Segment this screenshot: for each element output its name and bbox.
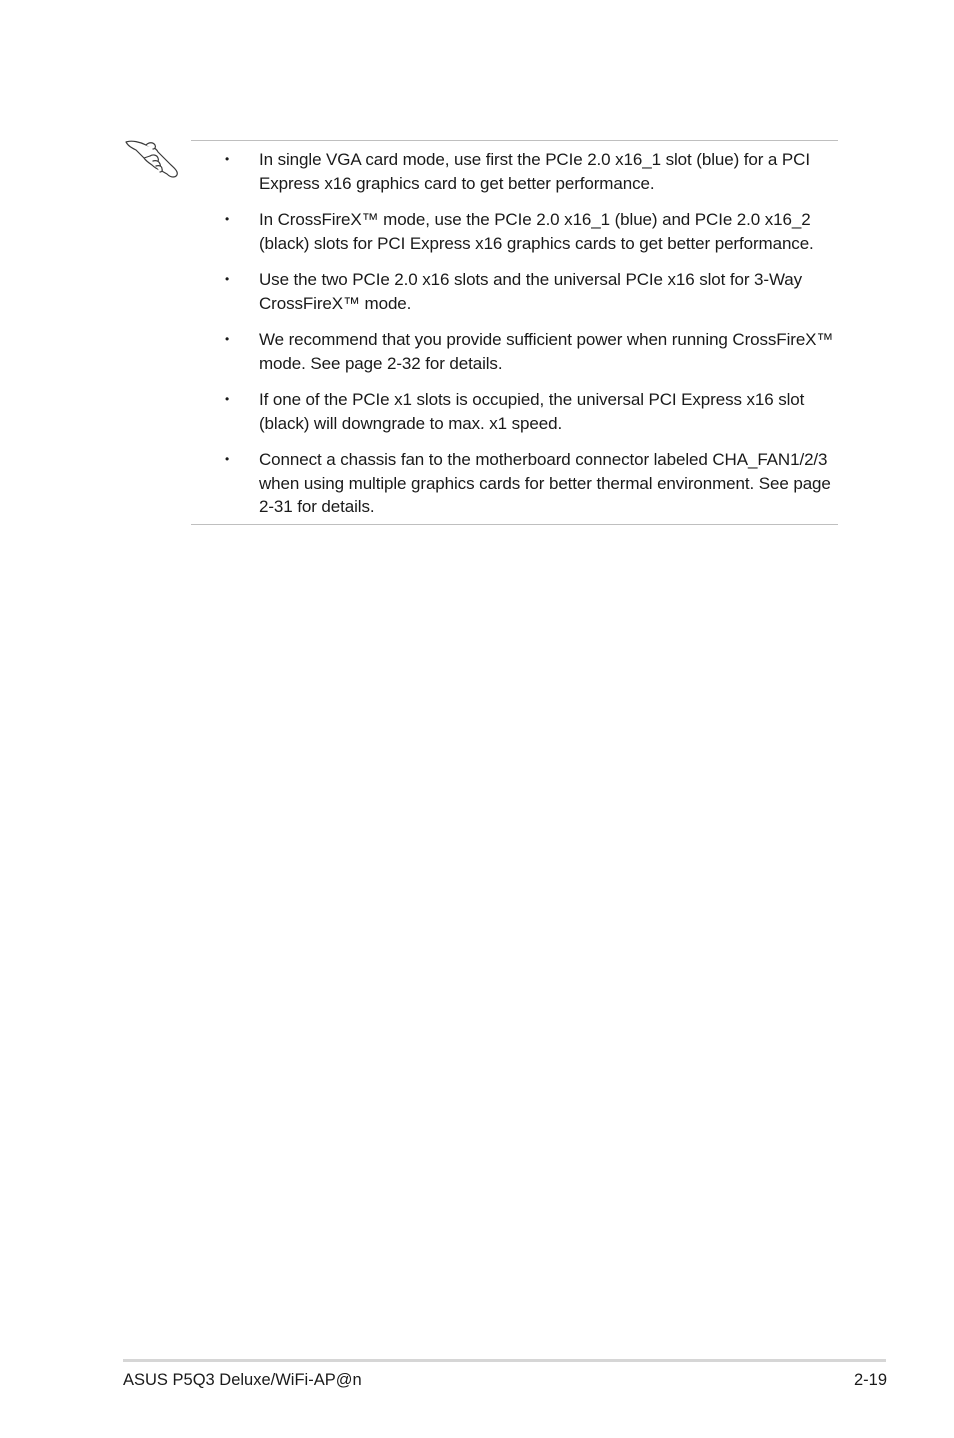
list-item: [191, 268, 838, 315]
note-box: [191, 140, 838, 525]
bullet-icon: •: [225, 212, 230, 226]
footer-product-name: ASUS P5Q3 Deluxe/WiFi-AP@n: [123, 1371, 362, 1389]
note-text: In single VGA card mode, use first the PCIe 2.0 x16_1 slot (blue) for a PCI Express x16 graphics card to get better performance.: [259, 150, 810, 193]
list-item: [191, 208, 838, 255]
list-item: [191, 388, 838, 435]
bullet-icon: •: [225, 392, 230, 406]
footer-divider: [123, 1359, 886, 1362]
pointing-hand-icon: [124, 136, 182, 180]
list-item: [191, 448, 838, 519]
note-list: [191, 148, 838, 532]
note-text: We recommend that you provide sufficient power when running CrossFireX™ mode. See page 2-32 for details.: [259, 330, 834, 373]
footer-page-number: 2-19: [853, 1371, 887, 1389]
list-item: [191, 328, 838, 375]
note-text: Use the two PCIe 2.0 x16 slots and the universal PCIe x16 slot for 3-Way CrossFireX™ mode.: [259, 270, 803, 313]
bullet-icon: •: [225, 452, 230, 466]
note-text: Connect a chassis fan to the motherboard connector labeled CHA_FAN1/2/3 when using multiple graphics cards for better thermal environment. See page 2-31 for details.: [259, 450, 831, 516]
bullet-icon: •: [225, 272, 230, 286]
note-text: If one of the PCIe x1 slots is occupied, the universal PCI Express x16 slot (black) will downgrade to max. x1 speed.: [259, 390, 805, 433]
bullet-icon: •: [225, 332, 230, 346]
note-text: In CrossFireX™ mode, use the PCIe 2.0 x16_1 (blue) and PCIe 2.0 x16_2 (black) slots for PCI Express x16 graphics cards to get better performance.: [259, 210, 814, 253]
list-item: [191, 148, 838, 195]
bullet-icon: •: [225, 152, 230, 166]
